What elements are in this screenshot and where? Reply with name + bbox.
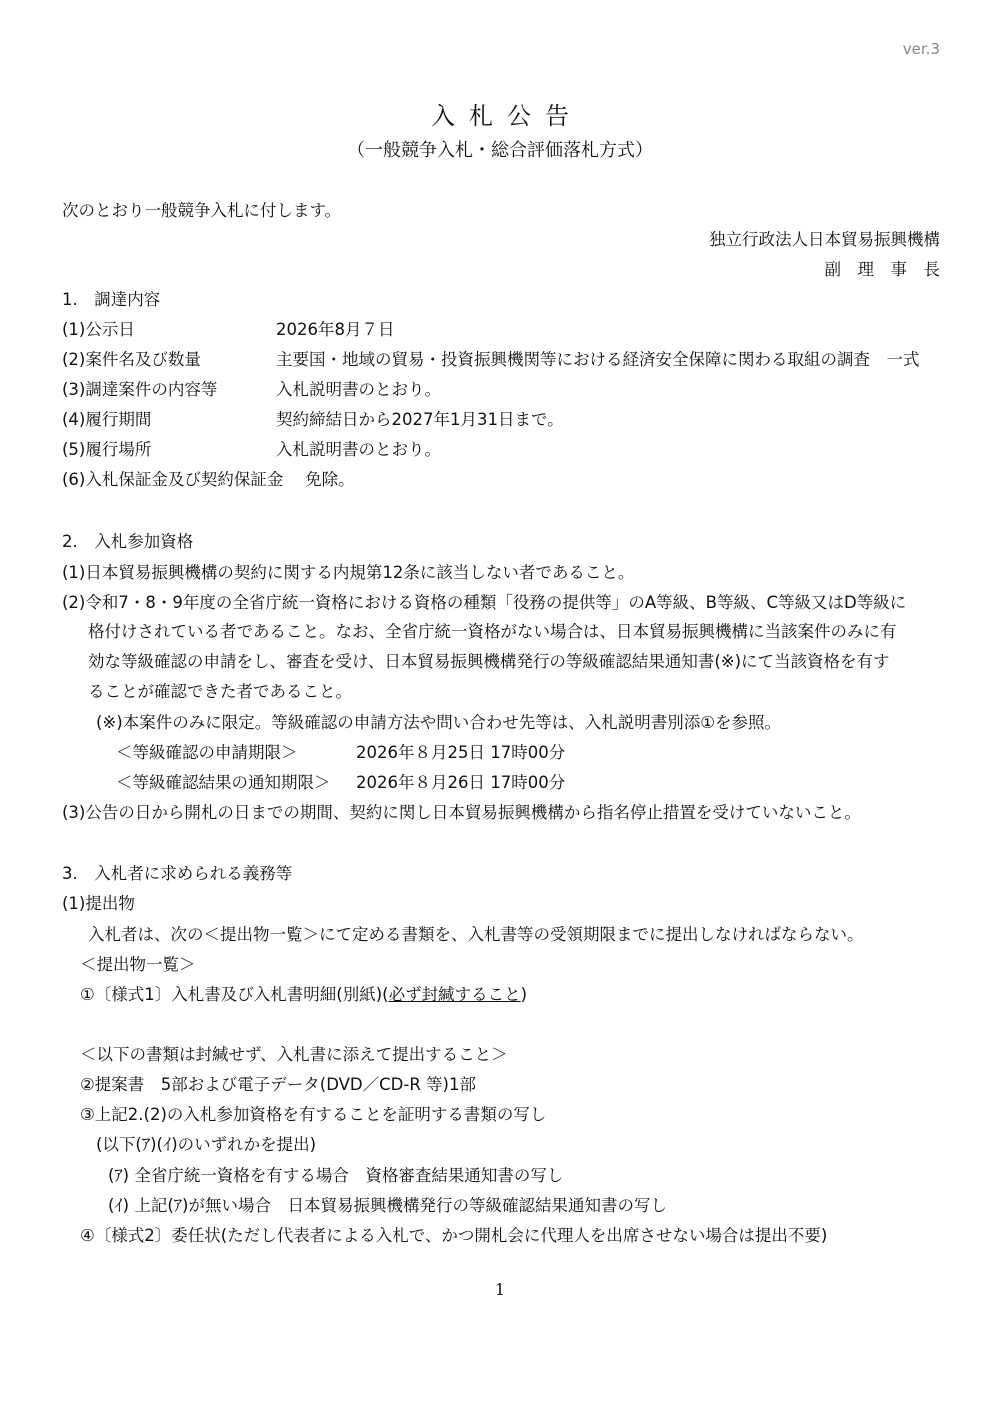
deadline-2-value: 2026年８月26日 17時00分	[356, 773, 566, 792]
submission-item-3b: (ｲ) 上記(ｱ)が無い場合 日本貿易振興機構発行の等級確認結果通知書の写し	[108, 1196, 667, 1215]
s2-paragraph-2-line: 効な等級確認の申請をし、審査を受け、日本貿易振興機構発行の等級確認結果通知書(※)にて当該資格を有す	[88, 652, 890, 671]
deadline-1-label: ＜等級確認の申請期限＞	[116, 743, 298, 762]
submission-item-2: ②提案書 5部および電子データ(DVD／CD-R 等)1部	[80, 1075, 476, 1094]
submission-list-heading: ＜提出物一覧＞	[80, 955, 196, 974]
section-3-heading: 3. 入札者に求められる義務等	[62, 864, 293, 883]
s1-item-value: 主要国・地域の貿易・投資振興機関等における経済安全保障に関わる取組の調査 一式	[276, 350, 920, 369]
item-1-text: ①〔様式1〕入札書及び入札書明細(別紙)(	[80, 985, 389, 1004]
submission-item-4: ④〔様式2〕委任状(ただし代表者による入札で、かつ開札会に代理人を出席させない場合は提出不要)	[80, 1226, 828, 1245]
s2-paragraph-2-line: (2)令和7・8・9年度の全省庁統一資格における資格の種類「役務の提供等」のA等級、B等級、C等級又はD等級に	[62, 593, 907, 612]
page-title: 入札公告	[431, 102, 583, 130]
version-label: ver.3	[902, 40, 940, 58]
section-1-heading: 1. 調達内容	[62, 290, 161, 309]
submission-item-3: ③上記2.(2)の入札参加資格を有することを証明する書類の写し	[80, 1105, 547, 1124]
s2-paragraph-2-line: ることが確認できた者であること。	[88, 682, 352, 701]
item-1-close: )	[520, 985, 528, 1004]
s3-subheading: (1)提出物	[62, 894, 135, 913]
s1-item-value: 2026年8月７日	[276, 320, 395, 339]
submission-item-1	[80, 984, 527, 1006]
page-number: 1	[494, 1280, 506, 1299]
s1-item-label: (1)公示日	[62, 320, 135, 339]
s1-item-value: 契約締結日から2027年1月31日まで。	[276, 410, 564, 429]
item-1-underlined: 必ず封緘すること	[388, 985, 521, 1004]
s1-item-value: 入札説明書のとおり。	[276, 380, 441, 399]
issuer-org: 独立行政法人日本貿易振興機構	[709, 230, 940, 249]
s2-paragraph-3: (3)公告の日から開札の日までの期間、契約に関し日本貿易振興機構から指名停止措置を受けていないこと。	[62, 803, 861, 822]
submission-item-3-sub: (以下(ｱ)(ｲ)のいずれかを提出)	[96, 1135, 317, 1154]
s1-item-label: (5)履行場所	[62, 440, 152, 459]
s1-item-label: (2)案件名及び数量	[62, 350, 201, 369]
s1-item-label: (3)調達案件の内容等	[62, 380, 218, 399]
section-2-heading: 2. 入札参加資格	[62, 532, 194, 551]
s2-note: (※)本案件のみに限定。等級確認の申請方法や問い合わせ先等は、入札説明書別添①を参照。	[96, 713, 781, 732]
s1-item-label: (4)履行期間	[62, 410, 152, 429]
issuer-role: 副 理 事 長	[824, 260, 940, 279]
s2-paragraph-2-line: 格付けされている者であること。なお、全省庁統一資格がない場合は、日本貿易振興機構に当該案件のみに有	[88, 622, 897, 641]
intro-text: 次のとおり一般競争入札に付します。	[62, 201, 342, 220]
s1-item-6: (6)入札保証金及び契約保証金 免除。	[62, 470, 355, 489]
deadline-2-label: ＜等級確認結果の通知期限＞	[116, 773, 331, 792]
s1-item-value: 入札説明書のとおり。	[276, 440, 441, 459]
s3-description: 入札者は、次の＜提出物一覧＞にて定める書類を、入札書等の受領期限までに提出しなければならない。	[88, 925, 864, 944]
submission-item-3a: (ｱ) 全省庁統一資格を有する場合 資格審査結果通知書の写し	[108, 1166, 564, 1185]
s2-paragraph-1: (1)日本貿易振興機構の契約に関する内規第12条に該当しない者であること。	[62, 563, 635, 582]
submission-note: ＜以下の書類は封緘せず、入札書に添えて提出すること＞	[80, 1045, 508, 1064]
page-subtitle: （一般競争入札・総合評価落札方式）	[347, 140, 653, 161]
deadline-1-value: 2026年８月25日 17時00分	[356, 743, 566, 762]
